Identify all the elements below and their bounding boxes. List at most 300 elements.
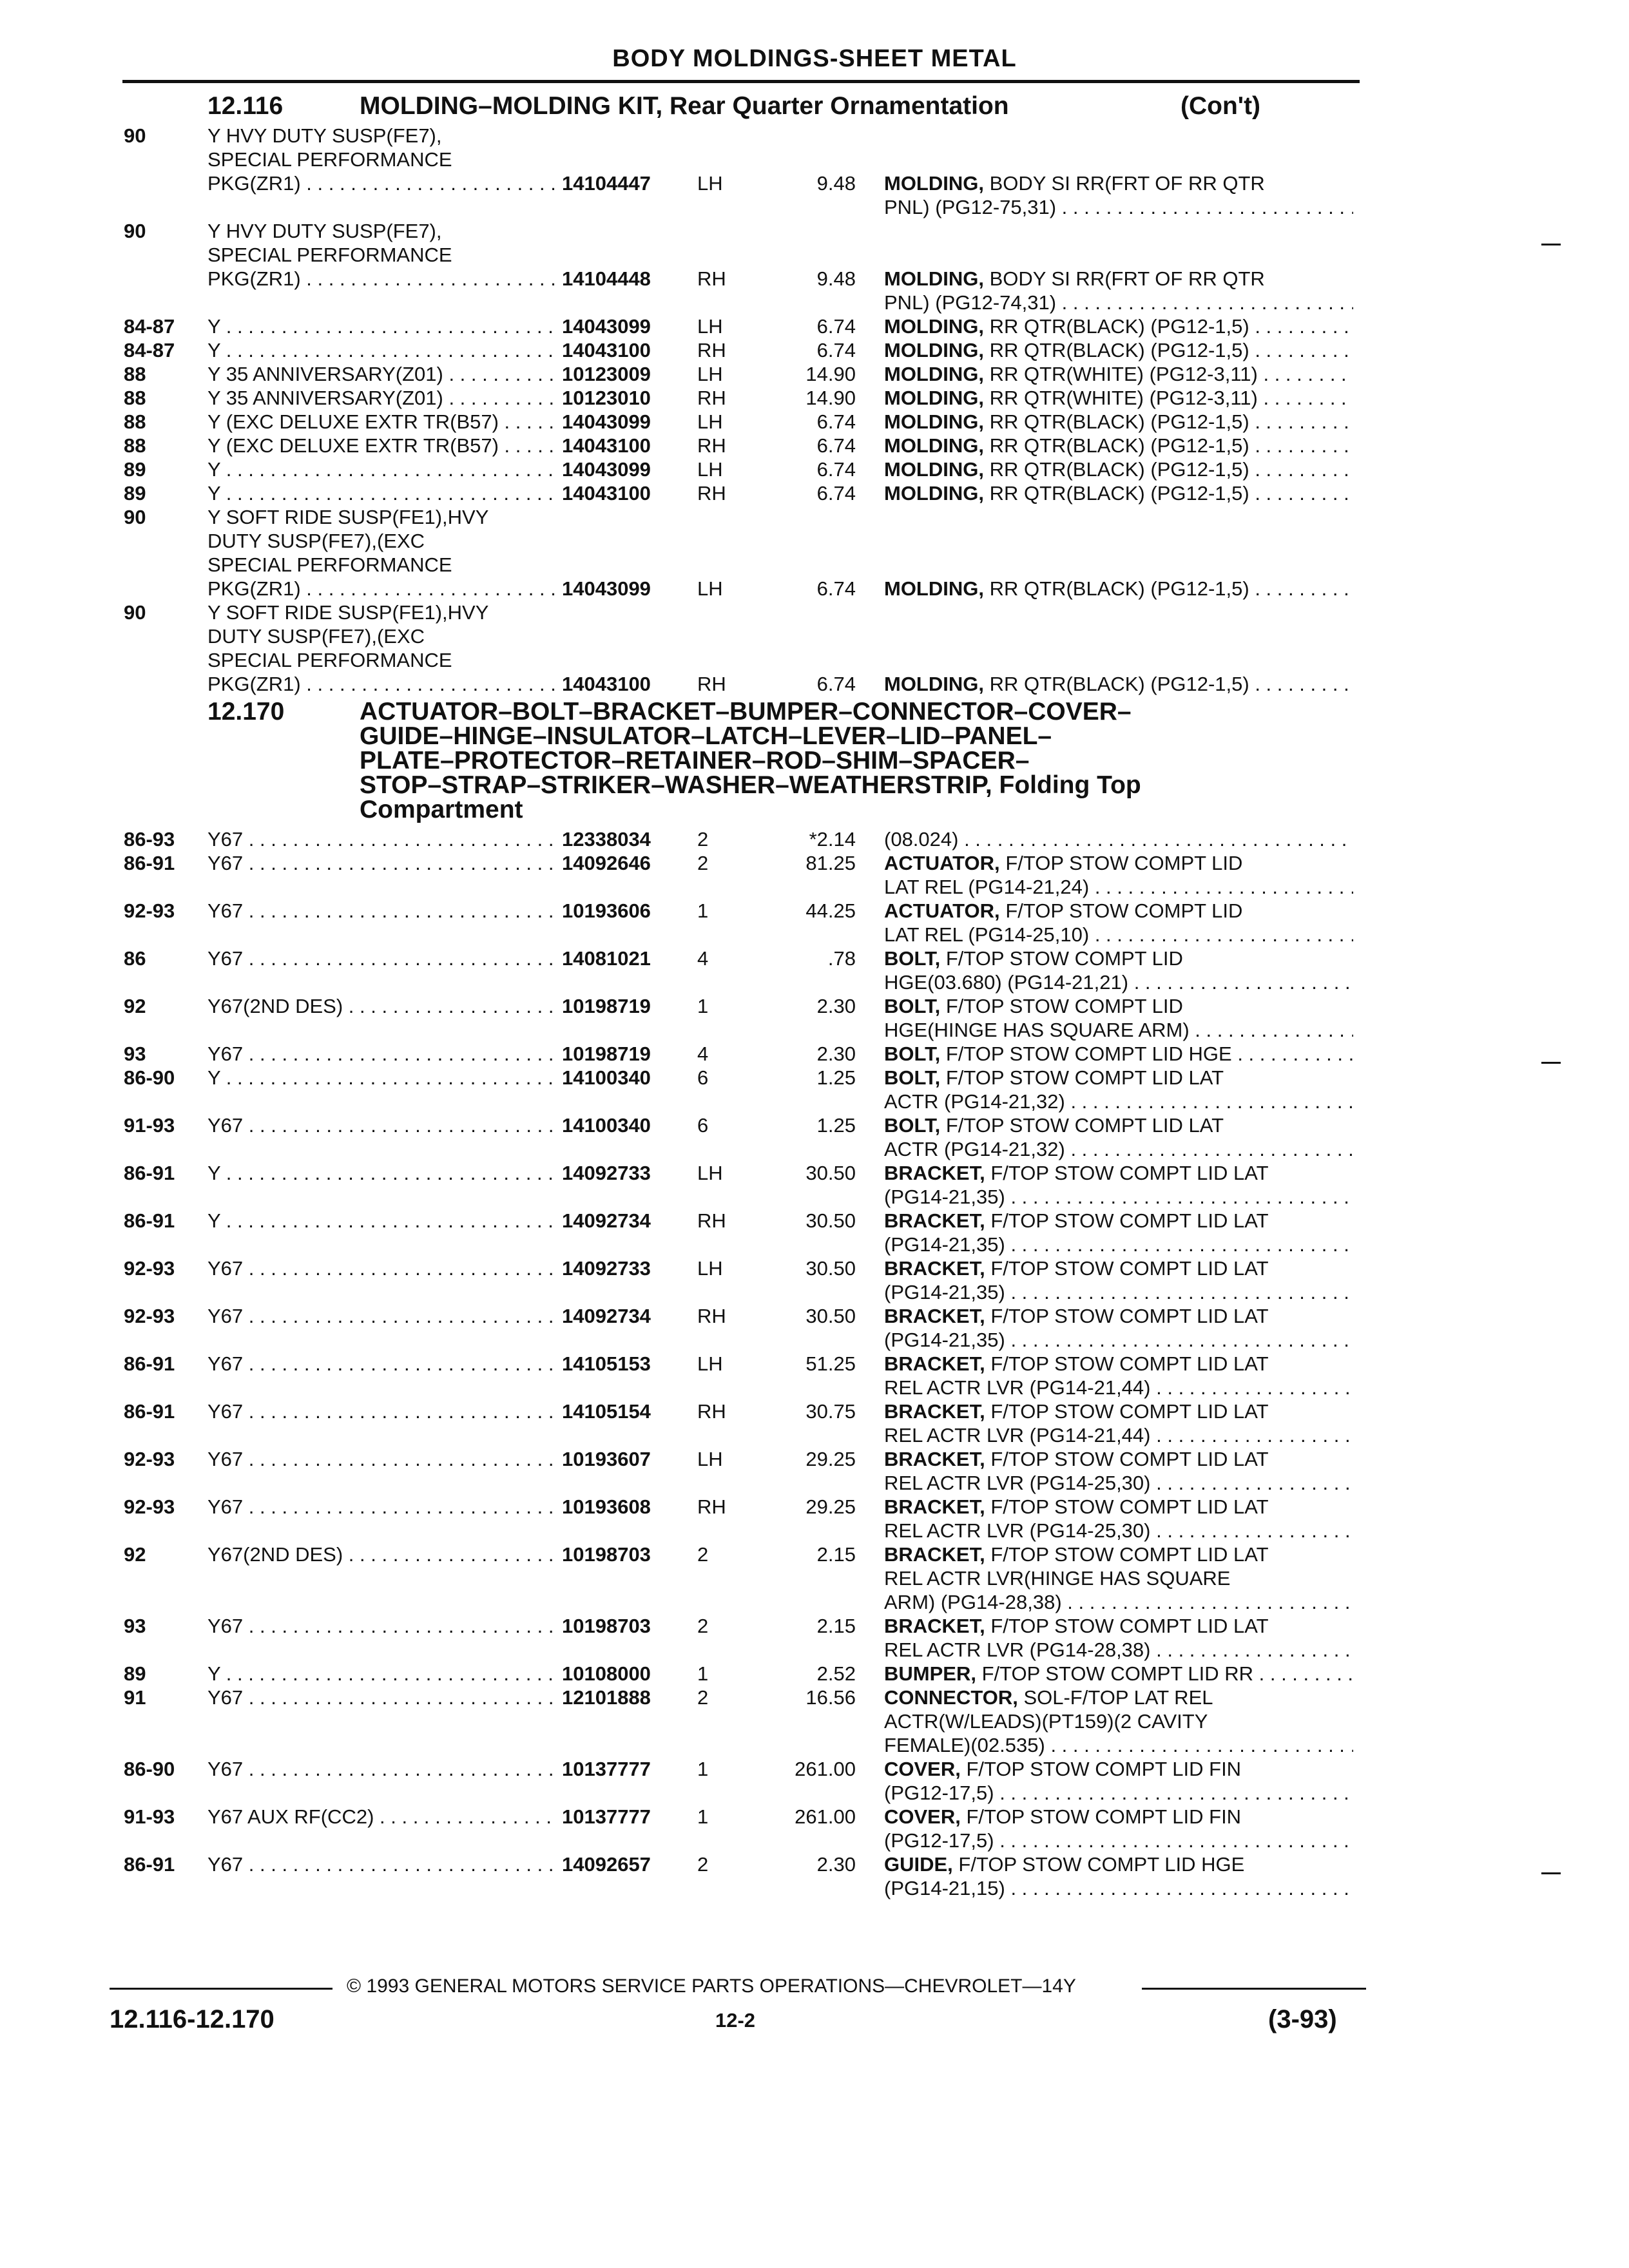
application-spacer	[207, 875, 555, 899]
price: 2.30	[816, 995, 856, 1017]
price: 81.25	[805, 852, 856, 874]
application-spacer	[207, 1280, 555, 1304]
description-line	[884, 994, 1353, 1018]
description-text: ACTR(W/LEADS)(PT159)(2 CAVITY	[884, 1710, 1208, 1733]
application	[207, 1042, 555, 1066]
part-name: BOLT,	[884, 1066, 941, 1089]
price: 261.00	[795, 1758, 856, 1780]
part-row	[0, 1042, 1629, 1066]
part-description	[884, 1352, 1353, 1399]
price: 1.25	[816, 1114, 856, 1137]
price: 14.90	[805, 363, 856, 385]
part-name: MOLDING,	[884, 387, 984, 409]
description-line	[884, 1638, 1353, 1662]
description-line	[884, 410, 1353, 434]
quantity: LH	[697, 458, 723, 481]
part-row	[0, 1113, 1629, 1161]
quantity: RH	[697, 1400, 726, 1423]
part-row	[0, 434, 1629, 457]
part-name: BOLT,	[884, 1114, 941, 1137]
description-text: (PG14-21,35)	[884, 1233, 1005, 1256]
section-title-line: GUIDE–HINGE–INSULATOR–LATCH–LEVER–LID–PANEL–	[360, 722, 1052, 750]
part-number: 14100340	[562, 1114, 651, 1137]
application-line: PKG(ZR1) . . .	[207, 171, 555, 195]
description-line	[884, 195, 1353, 219]
description-line	[884, 1137, 1353, 1161]
application-spacer	[207, 1733, 555, 1757]
section-range: 12.116-12.170	[110, 2005, 275, 2033]
description-text: SOL-F/TOP LAT REL	[1023, 1686, 1213, 1709]
part-row	[0, 1662, 1629, 1686]
quantity: RH	[697, 267, 726, 290]
description-line	[884, 1304, 1353, 1328]
description-line	[884, 1495, 1353, 1519]
application-line: PKG(ZR1) . . .	[207, 672, 555, 696]
part-description	[884, 457, 1353, 481]
part-row	[0, 1495, 1629, 1542]
application	[207, 481, 555, 505]
part-row	[0, 1686, 1629, 1757]
description-line	[884, 457, 1353, 481]
quantity: 2	[697, 852, 709, 874]
description-text: REL ACTR LVR (PG14-21,44)	[884, 1376, 1151, 1399]
description-line	[884, 1829, 1353, 1852]
description-line	[884, 434, 1353, 457]
application-line: Y67 . . .	[207, 947, 555, 970]
price: 6.74	[816, 673, 856, 695]
copyright-text: © 1993 GENERAL MOTORS SERVICE PARTS OPERATIONS—CHEVROLET—14Y	[347, 1975, 1076, 1997]
description-line	[884, 1399, 1353, 1423]
part-description	[884, 410, 1353, 434]
description-text: F/TOP STOW COMPT LID LAT	[990, 1495, 1269, 1518]
application	[207, 1542, 555, 1614]
application	[207, 1447, 555, 1495]
part-number: 14081021	[562, 947, 651, 970]
description-text: REL ACTR LVR (PG14-25,30)	[884, 1519, 1151, 1542]
part-name: BOLT,	[884, 995, 941, 1017]
quantity: LH	[697, 1448, 723, 1470]
description-line	[884, 1352, 1353, 1376]
application-spacer	[207, 1590, 555, 1614]
page-header-title: BODY MOLDINGS-SHEET METAL	[612, 45, 1017, 72]
description-text: REL ACTR LVR (PG14-28,38)	[884, 1639, 1151, 1661]
part-row	[0, 1805, 1629, 1852]
part-number: 14043099	[562, 458, 651, 481]
description-line	[884, 1256, 1353, 1280]
application	[207, 124, 555, 195]
section-title	[360, 94, 1300, 119]
description-line	[884, 1781, 1353, 1805]
part-row	[0, 386, 1629, 410]
part-row	[0, 1399, 1629, 1447]
model-years: 92	[124, 1543, 146, 1566]
application-spacer	[207, 1423, 555, 1447]
description-line	[884, 947, 1353, 970]
parts-listing	[0, 90, 1629, 1900]
part-name: COVER,	[884, 1758, 961, 1780]
description-text: (PG14-21,35)	[884, 1329, 1005, 1351]
part-name: GUIDE,	[884, 1853, 953, 1876]
margin-tick	[1541, 1062, 1561, 1064]
quantity: 1	[697, 899, 709, 922]
quantity: 6	[697, 1114, 709, 1137]
model-years: 89	[124, 1662, 146, 1685]
part-row	[0, 314, 1629, 338]
part-number: 12338034	[562, 828, 651, 850]
description-line	[884, 827, 1353, 851]
price: 9.48	[816, 267, 856, 290]
footer-rule-right	[1142, 1988, 1366, 1990]
description-text: PNL) (PG12-75,31)	[884, 196, 1057, 218]
part-description	[884, 314, 1353, 338]
price: 30.50	[805, 1162, 856, 1184]
description-text: F/TOP STOW COMPT LID LAT	[945, 1066, 1224, 1089]
application-line: Y67 . . .	[207, 1852, 555, 1876]
part-name: MOLDING,	[884, 482, 984, 505]
description-line	[884, 386, 1353, 410]
page-number: 12-2	[715, 2009, 756, 2032]
application-line: Y HVY DUTY SUSP(FE7),	[207, 220, 442, 242]
part-number: 14092733	[562, 1162, 651, 1184]
model-years: 88	[124, 387, 146, 409]
description-text: RR QTR(BLACK) (PG12-1,5)	[989, 577, 1249, 600]
quantity: 2	[697, 1543, 709, 1566]
part-name: BRACKET,	[884, 1495, 985, 1518]
model-years: 86-91	[124, 1400, 175, 1423]
application	[207, 457, 555, 481]
part-description	[884, 947, 1353, 994]
quantity: 4	[697, 1043, 709, 1065]
part-row	[0, 481, 1629, 505]
part-number: 14043099	[562, 410, 651, 433]
part-name: MOLDING,	[884, 363, 984, 385]
application-spacer	[207, 923, 555, 947]
application-line: Y67 . . .	[207, 1399, 555, 1423]
model-years: 86-91	[124, 1853, 175, 1876]
model-years: 86	[124, 947, 146, 970]
price: 16.56	[805, 1686, 856, 1709]
model-years: 90	[124, 506, 146, 528]
price: 30.75	[805, 1400, 856, 1423]
application-line: Y67 . . .	[207, 851, 555, 875]
part-number: 14043100	[562, 673, 651, 695]
description-line	[884, 970, 1353, 994]
application	[207, 338, 555, 362]
part-row	[0, 1852, 1629, 1900]
application-spacer	[207, 1519, 555, 1542]
application	[207, 434, 555, 457]
description-text: F/TOP STOW COMPT LID	[945, 947, 1183, 970]
part-name: BRACKET,	[884, 1162, 985, 1184]
part-number: 10198719	[562, 1043, 651, 1065]
section-title-line: Compartment	[360, 796, 523, 823]
description-line	[884, 267, 1353, 291]
part-number: 12101888	[562, 1686, 651, 1709]
price: 6.74	[816, 315, 856, 338]
description-text: BODY SI RR(FRT OF RR QTR	[989, 267, 1265, 290]
application-line: Y67(2ND DES) . . .	[207, 994, 555, 1018]
part-name: MOLDING,	[884, 267, 984, 290]
application-line: Y . . .	[207, 457, 555, 481]
model-years: 86-90	[124, 1066, 175, 1089]
application	[207, 1399, 555, 1447]
description-line	[884, 314, 1353, 338]
model-years: 86-91	[124, 1162, 175, 1184]
part-number: 14105154	[562, 1400, 651, 1423]
model-years: 84-87	[124, 339, 175, 361]
part-row	[0, 1447, 1629, 1495]
price: 6.74	[816, 339, 856, 361]
price: 261.00	[795, 1805, 856, 1828]
part-row	[0, 219, 1629, 314]
price: 29.25	[805, 1448, 856, 1470]
application-line: Y . . .	[207, 338, 555, 362]
application-line: Y . . .	[207, 1662, 555, 1686]
part-description	[884, 1686, 1353, 1757]
part-description	[884, 1399, 1353, 1447]
description-line	[884, 1590, 1353, 1614]
description-line	[884, 1519, 1353, 1542]
part-description	[884, 1113, 1353, 1161]
model-years: 88	[124, 434, 146, 457]
application-line: SPECIAL PERFORMANCE	[207, 244, 452, 266]
application-line: Y67 . . .	[207, 1042, 555, 1066]
application	[207, 827, 555, 851]
part-name: BOLT,	[884, 1043, 941, 1065]
part-number: 10123009	[562, 363, 651, 385]
model-years: 86-90	[124, 1758, 175, 1780]
part-description	[884, 1852, 1353, 1900]
model-years: 89	[124, 482, 146, 505]
description-line	[884, 577, 1353, 601]
part-name: MOLDING,	[884, 577, 984, 600]
part-name: ACTUATOR,	[884, 852, 1000, 874]
application-spacer	[207, 1233, 555, 1256]
description-text: REL ACTR LVR (PG14-25,30)	[884, 1472, 1151, 1494]
part-number: 10198719	[562, 995, 651, 1017]
quantity: 1	[697, 1758, 709, 1780]
price: 14.90	[805, 387, 856, 409]
part-name: MOLDING,	[884, 339, 984, 361]
description-text: RR QTR(BLACK) (PG12-1,5)	[989, 673, 1249, 695]
part-row	[0, 1161, 1629, 1209]
model-years: 86-91	[124, 1209, 175, 1232]
part-description	[884, 851, 1353, 899]
description-text: RR QTR(BLACK) (PG12-1,5)	[989, 410, 1249, 433]
quantity: LH	[697, 1352, 723, 1375]
description-line	[884, 1686, 1353, 1709]
model-years: 90	[124, 124, 146, 147]
model-years: 91	[124, 1686, 146, 1709]
description-line	[884, 1805, 1353, 1829]
section-number: 12.170	[207, 698, 285, 726]
part-row	[0, 1304, 1629, 1352]
section-heading	[0, 700, 1629, 822]
description-text: (PG12-17,5)	[884, 1782, 994, 1804]
part-row	[0, 827, 1629, 851]
part-row	[0, 1352, 1629, 1399]
description-text: F/TOP STOW COMPT LID LAT	[990, 1352, 1269, 1375]
price: 2.30	[816, 1043, 856, 1065]
part-description	[884, 171, 1353, 219]
quantity: RH	[697, 1209, 726, 1232]
description-text: (08.024)	[884, 828, 959, 850]
application	[207, 1757, 555, 1805]
application-spacer	[207, 1376, 555, 1399]
quantity: 1	[697, 1662, 709, 1685]
part-number: 14104448	[562, 267, 651, 290]
description-line	[884, 923, 1353, 947]
part-description	[884, 1161, 1353, 1209]
description-line	[884, 1090, 1353, 1113]
description-text: REL ACTR LVR (PG14-21,44)	[884, 1424, 1151, 1446]
application	[207, 1352, 555, 1399]
quantity: 1	[697, 995, 709, 1017]
quantity: LH	[697, 315, 723, 338]
application	[207, 899, 555, 947]
model-years: 92	[124, 995, 146, 1017]
part-number: 10137777	[562, 1805, 651, 1828]
description-text: F/TOP STOW COMPT LID	[1005, 899, 1243, 922]
application-line: Y67 . . .	[207, 1686, 555, 1709]
description-text: (PG12-17,5)	[884, 1829, 994, 1852]
description-line	[884, 1233, 1353, 1256]
part-number: 14043100	[562, 434, 651, 457]
application-line: Y67 . . .	[207, 827, 555, 851]
description-text: BODY SI RR(FRT OF RR QTR	[989, 172, 1265, 195]
part-description	[884, 899, 1353, 947]
quantity: RH	[697, 1495, 726, 1518]
application-line: PKG(ZR1) . . .	[207, 577, 555, 601]
application-spacer	[207, 1090, 555, 1113]
application-spacer	[207, 1471, 555, 1495]
application-spacer	[207, 1566, 555, 1590]
quantity: 2	[697, 1686, 709, 1709]
part-name: BRACKET,	[884, 1257, 985, 1280]
section-number: 12.116	[207, 92, 284, 120]
model-years: 92-93	[124, 899, 175, 922]
price: 1.25	[816, 1066, 856, 1089]
model-years: 88	[124, 363, 146, 385]
part-name: MOLDING,	[884, 458, 984, 481]
quantity: 2	[697, 1853, 709, 1876]
description-line	[884, 1018, 1353, 1042]
application-line: PKG(ZR1) . . .	[207, 267, 555, 291]
part-number: 10193608	[562, 1495, 651, 1518]
part-name: BRACKET,	[884, 1543, 985, 1566]
description-line	[884, 1042, 1353, 1066]
application	[207, 1495, 555, 1542]
description-text: F/TOP STOW COMPT LID LAT	[990, 1209, 1269, 1232]
description-text: F/TOP STOW COMPT LID LAT	[990, 1257, 1269, 1280]
model-years: 92-93	[124, 1495, 175, 1518]
model-years: 91-93	[124, 1114, 175, 1137]
application-line: Y67 . . .	[207, 1304, 555, 1328]
model-years: 86-91	[124, 852, 175, 874]
price: 6.74	[816, 458, 856, 481]
description-line	[884, 1566, 1353, 1590]
part-description	[884, 386, 1353, 410]
application-spacer	[207, 1709, 555, 1733]
part-name: BRACKET,	[884, 1615, 985, 1637]
model-years: 93	[124, 1043, 146, 1065]
description-line	[884, 851, 1353, 875]
part-name: CONNECTOR,	[884, 1686, 1018, 1709]
quantity: LH	[697, 1257, 723, 1280]
application-line: Y67 . . .	[207, 899, 555, 923]
part-description	[884, 1256, 1353, 1304]
price: 30.50	[805, 1305, 856, 1327]
application-line: Y SOFT RIDE SUSP(FE1),HVY	[207, 601, 489, 624]
part-number: 14092734	[562, 1305, 651, 1327]
description-text: F/TOP STOW COMPT LID	[945, 995, 1183, 1017]
model-years: 92-93	[124, 1305, 175, 1327]
application-spacer	[207, 1328, 555, 1352]
application-spacer	[207, 1638, 555, 1662]
part-number: 10198703	[562, 1615, 651, 1637]
application-spacer	[207, 970, 555, 994]
application-line: SPECIAL PERFORMANCE	[207, 553, 452, 576]
part-name: BRACKET,	[884, 1448, 985, 1470]
price: 44.25	[805, 899, 856, 922]
quantity: 6	[697, 1066, 709, 1089]
application-line: Y 35 ANNIVERSARY(Z01) . . .	[207, 362, 555, 386]
description-line	[884, 1328, 1353, 1352]
quantity: LH	[697, 172, 723, 195]
application-line: Y . . .	[207, 1066, 555, 1090]
application-line: Y67 . . .	[207, 1447, 555, 1471]
model-years: 92-93	[124, 1257, 175, 1280]
part-row	[0, 947, 1629, 994]
quantity: 4	[697, 947, 709, 970]
application-line: Y . . .	[207, 1209, 555, 1233]
description-text: F/TOP STOW COMPT LID HGE	[945, 1043, 1232, 1065]
part-name: BRACKET,	[884, 1400, 985, 1423]
section-title-line: ACTUATOR–BOLT–BRACKET–BUMPER–CONNECTOR–COVER–	[360, 698, 1132, 726]
part-number: 14105153	[562, 1352, 651, 1375]
part-number: 14092733	[562, 1257, 651, 1280]
part-description	[884, 1304, 1353, 1352]
description-text: F/TOP STOW COMPT LID LAT	[990, 1400, 1269, 1423]
application-line: Y67 . . .	[207, 1256, 555, 1280]
part-description	[884, 481, 1353, 505]
application-line: Y SOFT RIDE SUSP(FE1),HVY	[207, 506, 489, 528]
quantity: 1	[697, 1805, 709, 1828]
application-line: Y67 . . .	[207, 1757, 555, 1781]
price: 9.48	[816, 172, 856, 195]
model-years: 88	[124, 410, 146, 433]
price: *2.14	[809, 828, 856, 850]
application-line: SPECIAL PERFORMANCE	[207, 649, 452, 671]
part-row	[0, 1614, 1629, 1662]
description-line	[884, 1662, 1353, 1686]
part-row	[0, 851, 1629, 899]
description-line	[884, 875, 1353, 899]
description-text: PNL) (PG12-74,31)	[884, 291, 1057, 314]
part-row	[0, 1209, 1629, 1256]
description-text: RR QTR(BLACK) (PG12-1,5)	[989, 458, 1249, 481]
model-years: 90	[124, 220, 146, 242]
part-name: BRACKET,	[884, 1352, 985, 1375]
price: 29.25	[805, 1495, 856, 1518]
part-name: MOLDING,	[884, 434, 984, 457]
description-line	[884, 1113, 1353, 1137]
application-line: Y67 AUX RF(CC2) . . .	[207, 1805, 555, 1829]
application-line: Y . . .	[207, 1161, 555, 1185]
price: 30.50	[805, 1209, 856, 1232]
part-description	[884, 338, 1353, 362]
description-text: (PG14-21,35)	[884, 1186, 1005, 1208]
